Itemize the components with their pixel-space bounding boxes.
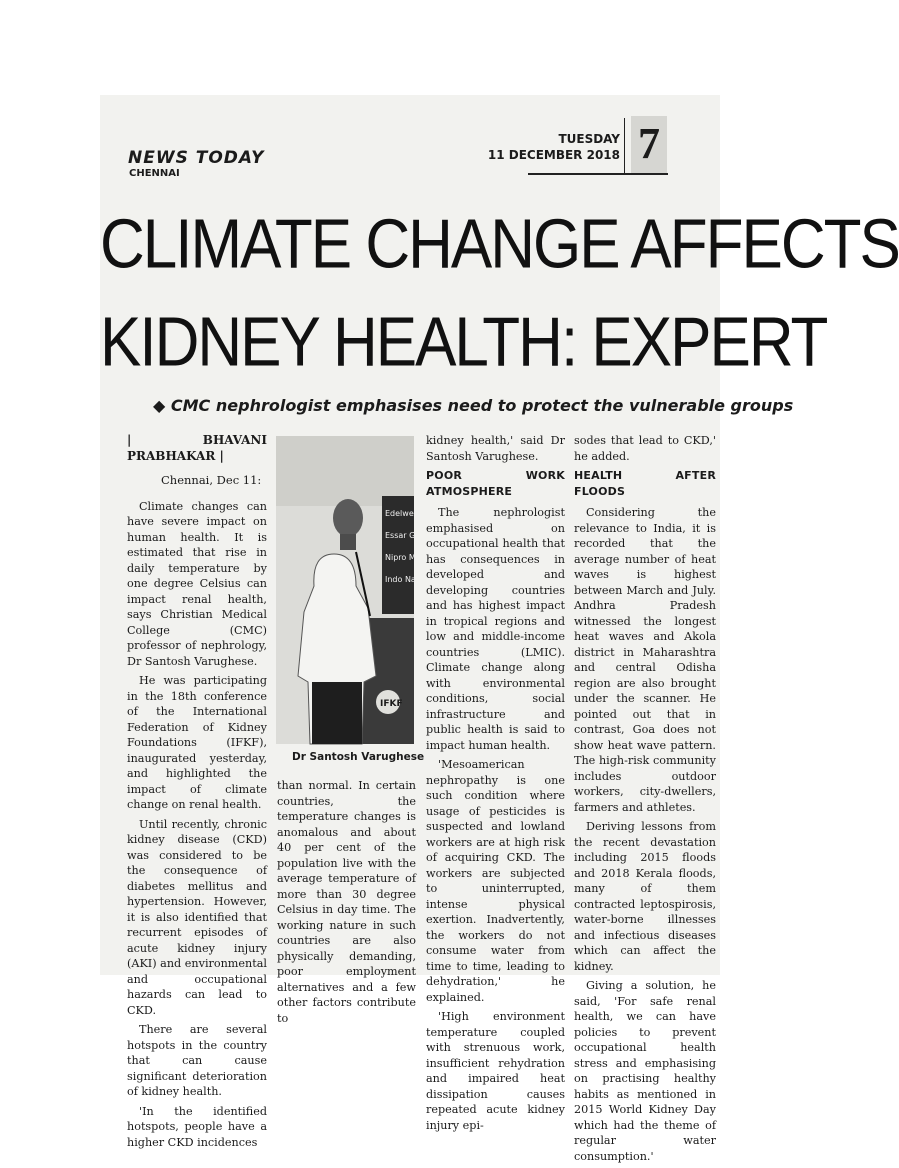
speaker-photo-image [276, 436, 414, 744]
issue-date-text: 11 DECEMBER 2018 [487, 148, 620, 162]
sponsor-banner-2: Essar G [385, 531, 416, 540]
page-number: 7 [631, 116, 667, 174]
issue-day: TUESDAY [558, 132, 620, 146]
paragraph: than normal. In certain countries, the temperature changes is anomalous and about 40 per cent of the population live with the average temperature of more than 30 degree Celsius in day time. The working nature in such countries are also physically demanding, poor employment alternatives and a few other factors contribute to [277, 779, 416, 1025]
headline-line-1: CLIMATE CHANGE AFFECTS [100, 206, 899, 284]
article-column-2 [277, 778, 416, 1030]
sponsor-banner-3: Nipro M [385, 553, 416, 562]
paragraph: Climate changes can have severe impact on human health. It is estimated that rise in daily temperature by one degree Celsius can impact renal health, says Christian Medical College (CMC) professor of nephrology, Dr Santosh Varughese. [127, 499, 267, 668]
paragraph: There are several hotspots in the country that can cause significant deterioration of kidney health. [127, 1023, 267, 1098]
paragraph: 'In the identified hotspots, people have a higher CKD incidences [127, 1104, 267, 1149]
masthead-city: CHENNAI [129, 168, 180, 179]
sponsor-banner-1: Edelwei [385, 509, 416, 518]
article-column-3 [426, 433, 565, 1137]
photo-caption: Dr Santosh Varughese [292, 751, 425, 763]
subheadline-text: CMC nephrologist emphasises need to protect the vulnerable groups [170, 396, 794, 415]
dateline: Chennai, Dec 11: [161, 473, 262, 487]
sponsor-banner-4: Indo Na [385, 575, 416, 584]
paragraph: Considering the relevance to India, it is recorded that the average number of heat waves is highest between March and July. Andhra Pradesh witnessed the longest heat waves and Akola district in Maharashtra and central Odisha region are also brought under the scanner. He pointed out that in contrast, Goa does not show heat wave pattern. The high-risk community includes outdoor workers, city-dwellers, farmers and athletes. [574, 506, 716, 814]
issue-date [480, 131, 620, 163]
article-column-4 [574, 433, 716, 1168]
paragraph: kidney health,' said Dr Santosh Varughese. [426, 434, 565, 463]
section-heading-health-after-floods: HEALTH AFTER FLOODS [574, 469, 716, 498]
byline: | BHAVANI PRABHAKAR | [127, 433, 267, 463]
paragraph: He was participating in the 18th conference of the International Federation of Kidney Foundations (IFKF), inaugurated yesterday, and highlighted the impact of climate change on renal health. [127, 674, 267, 811]
diamond-bullet-icon: ◆ [153, 396, 166, 415]
paragraph: sodes that lead to CKD,' he added. [574, 434, 716, 463]
subheadline [153, 396, 793, 415]
paragraph: The nephrologist emphasised on occupational health that has consequences in developed and developing countries and has highest impact in tropical regions and low and middle-income countries (LMIC). Climate change along with environmental conditions, social infrastructure and public health is said to impact human health. [426, 506, 565, 752]
masthead-logo: NEWS TODAY [128, 148, 265, 168]
paragraph: Giving a solution, he said, 'For safe renal health, we can have policies to prevent occupational health stress and emphasising on practising healthy habits as mentioned in 2015 World Kidney Day which had the theme of regular water consumption.' [574, 979, 716, 1163]
speaker-photo [276, 436, 414, 744]
paragraph: 'High environment temperature coupled with strenuous work, insufficient rehydration and impaired heat dissipation causes repeated acute kidney injury epi- [426, 1010, 565, 1132]
podium-logo: IFKF [380, 699, 403, 709]
paragraph: 'Mesoamerican nephropathy is one such condition where usage of pesticides is suspected and lowland workers are at high risk of acquiring CKD. The workers are subjected to uninterrupted, intense physical exertion. Inadvertently, the workers do not consume water from time to time, leading to dehydration,' he explained. [426, 758, 565, 1004]
date-divider [624, 118, 625, 174]
paragraph: Deriving lessons from the recent devastation including 2015 floods and 2018 Kerala floods, many of them contracted leptospirosis, water-borne illnesses and infectious diseases which can affect the kidney. [574, 820, 716, 973]
article-column-1 [127, 433, 267, 1154]
section-heading-poor-work-atmosphere: POOR WORK ATMOSPHERE [426, 469, 565, 498]
headline-line-2: KIDNEY HEALTH: EXPERT [100, 304, 827, 382]
paragraph: Until recently, chronic kidney disease (CKD) was considered to be the consequence of diabetes mellitus and hypertension. However, it is also identified that recurrent episodes of acute kidney injury (AKI) and environmental and occupational hazards can lead to CKD. [127, 817, 267, 1017]
masthead-rule [528, 173, 668, 175]
